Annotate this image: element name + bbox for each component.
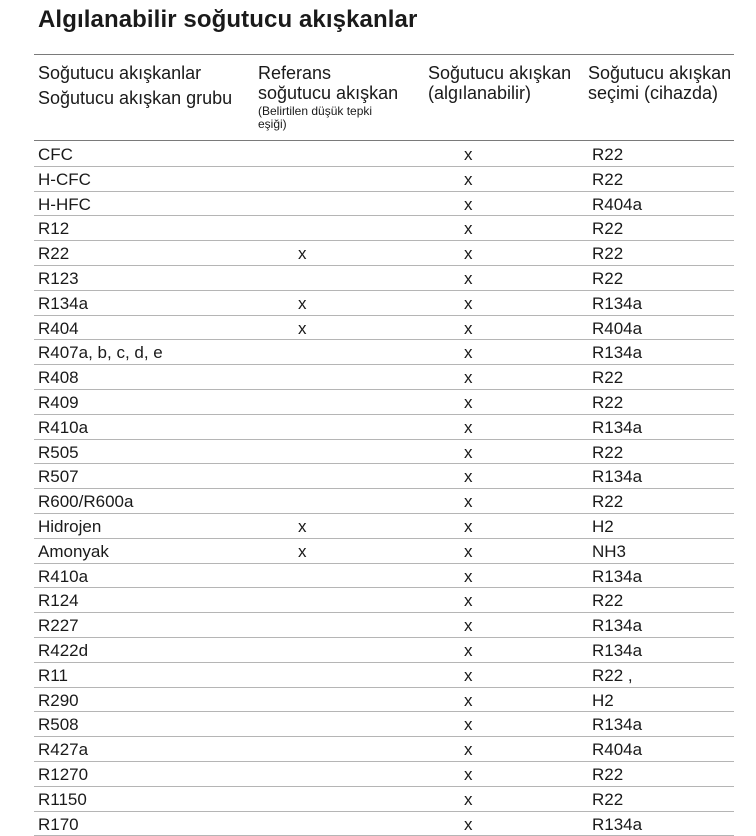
- detectable-cell: x: [464, 740, 473, 760]
- selection-cell: H2: [592, 516, 614, 536]
- header-reference-note: (Belirtilen düşük tepki eşiği): [258, 104, 373, 131]
- table-row: [34, 564, 734, 589]
- table-row: [34, 142, 734, 167]
- refrigerant-name-cell: R124: [38, 591, 79, 611]
- header-reference-line1: Referans: [258, 63, 332, 83]
- refrigerant-name-cell: R404: [38, 318, 79, 338]
- selection-cell: R22: [592, 268, 624, 288]
- refrigerant-name-cell: Amonyak: [38, 541, 109, 561]
- detectable-cell: x: [464, 789, 473, 809]
- detectable-cell: x: [464, 492, 473, 512]
- detectable-cell: x: [464, 343, 473, 363]
- selection-cell: R22: [592, 219, 624, 239]
- table-row: [34, 588, 734, 613]
- selection-cell: R22: [592, 368, 624, 388]
- refrigerant-name-cell: R12: [38, 219, 70, 239]
- refrigerant-name-cell: CFC: [38, 145, 73, 164]
- detectable-cell: x: [464, 640, 473, 660]
- refrigerant-name-cell: H-HFC: [38, 194, 91, 214]
- table-row: [34, 762, 734, 787]
- table-row: [34, 316, 734, 341]
- refrigerant-name-cell: R1150: [38, 789, 87, 809]
- selection-cell: R22: [592, 492, 624, 512]
- refrigerant-name-cell: R505: [38, 442, 79, 462]
- selection-cell: R22: [592, 789, 624, 809]
- refrigerant-name-cell: R508: [38, 715, 79, 735]
- detectable-cell: x: [464, 442, 473, 462]
- refrigerant-name-cell: R410a: [38, 417, 89, 437]
- selection-cell: R22: [592, 145, 624, 164]
- selection-cell: NH3: [592, 541, 627, 561]
- table-row: [34, 291, 734, 316]
- header-detectable: Soğutucu akışkan (algılanabilir): [428, 63, 572, 103]
- refrigerant-name-cell: R407a, b, c, d, e: [38, 343, 163, 363]
- header-reference-line2: soğutucu akışkan: [258, 83, 399, 103]
- detectable-cell: x: [464, 219, 473, 239]
- table-row: [34, 663, 734, 688]
- refrigerant-name-cell: R134a: [38, 293, 89, 313]
- selection-cell: R404a: [592, 318, 643, 338]
- table-row: [34, 340, 734, 365]
- detectable-cell: x: [464, 516, 473, 536]
- detectable-cell: x: [464, 169, 473, 189]
- detectable-cell: x: [464, 541, 473, 561]
- refrigerant-name-cell: R410a: [38, 566, 89, 586]
- selection-cell: R22: [592, 244, 624, 264]
- selection-cell: R134a: [592, 616, 643, 636]
- refrigerant-name-cell: R290: [38, 690, 79, 710]
- detectable-cell: x: [464, 616, 473, 636]
- detectable-cell: x: [464, 764, 473, 784]
- detectable-cell: x: [464, 145, 473, 164]
- selection-cell: R404a: [592, 740, 643, 760]
- page-title: Algılanabilir soğutucu akışkanlar: [38, 6, 418, 33]
- selection-cell: R134a: [592, 814, 643, 834]
- refrigerant-name-cell: R11: [38, 665, 68, 685]
- selection-cell: R134a: [592, 467, 643, 487]
- header-refrigerants-line1: Soğutucu akışkanlar: [38, 63, 202, 83]
- detectable-cell: x: [464, 814, 473, 834]
- reference-cell: x: [298, 293, 307, 313]
- detectable-cell: x: [464, 194, 473, 214]
- table-row: [34, 167, 734, 192]
- table-row: [34, 489, 734, 514]
- detectable-cell: x: [464, 417, 473, 437]
- selection-cell: R134a: [592, 293, 643, 313]
- selection-cell: R134a: [592, 343, 643, 363]
- selection-cell: R404a: [592, 194, 643, 214]
- reference-cell: x: [298, 244, 307, 264]
- selection-cell: R134a: [592, 566, 643, 586]
- table-row: [34, 192, 734, 217]
- detectable-cell: x: [464, 268, 473, 288]
- detectable-cell: x: [464, 566, 473, 586]
- selection-cell: H2: [592, 690, 614, 710]
- table-row: [34, 241, 734, 266]
- top-divider: [34, 54, 734, 55]
- selection-cell: R22: [592, 392, 624, 412]
- table-row: [34, 440, 734, 465]
- selection-cell: R22: [592, 442, 624, 462]
- detectable-cell: x: [464, 318, 473, 338]
- detectable-cell: x: [464, 591, 473, 611]
- table-row: [34, 365, 734, 390]
- table-row: [34, 712, 734, 737]
- table-row: [34, 613, 734, 638]
- table-row: [34, 390, 734, 415]
- refrigerant-name-cell: R507: [38, 467, 79, 487]
- header-refrigerant-group: Soğutucu akışkan grubu: [38, 88, 233, 108]
- table-row: [34, 787, 734, 812]
- refrigerant-name-cell: R427a: [38, 740, 89, 760]
- detectable-cell: x: [464, 467, 473, 487]
- selection-cell: R22: [592, 169, 624, 189]
- refrigerant-name-cell: R1270: [38, 764, 89, 784]
- table-row: [34, 216, 734, 241]
- detectable-cell: x: [464, 715, 473, 735]
- table-row: [34, 638, 734, 663]
- reference-cell: x: [298, 318, 307, 338]
- header-selection: Soğutucu akışkan seçimi (cihazda): [588, 63, 732, 103]
- selection-cell: R22: [592, 764, 624, 784]
- detectable-cell: x: [464, 690, 473, 710]
- detectable-cell: x: [464, 368, 473, 388]
- selection-cell: R134a: [592, 715, 643, 735]
- table-row: [34, 812, 734, 836]
- detectable-cell: x: [464, 244, 473, 264]
- table-row: [34, 688, 734, 713]
- detectable-cell: x: [464, 392, 473, 412]
- reference-cell: x: [298, 541, 307, 561]
- detectable-cell: x: [464, 293, 473, 313]
- detectable-cell: x: [464, 665, 473, 685]
- refrigerant-table: [34, 142, 734, 836]
- refrigerant-name-cell: R409: [38, 392, 79, 412]
- selection-cell: R22 ,: [592, 665, 633, 685]
- table-row: [34, 266, 734, 291]
- table-row: [34, 539, 734, 564]
- refrigerant-name-cell: Hidrojen: [38, 516, 102, 536]
- refrigerant-name-cell: R422d: [38, 640, 89, 660]
- selection-cell: R134a: [592, 417, 643, 437]
- header-reference: [258, 63, 428, 131]
- header-refrigerants: [38, 63, 253, 108]
- refrigerant-name-cell: R600/R600a: [38, 492, 134, 512]
- refrigerant-name-cell: R123: [38, 268, 79, 288]
- selection-cell: R134a: [592, 640, 643, 660]
- table-row: [34, 415, 734, 440]
- refrigerant-name-cell: R227: [38, 616, 79, 636]
- table-row: [34, 514, 734, 539]
- refrigerant-name-cell: R22: [38, 244, 70, 264]
- refrigerant-name-cell: H-CFC: [38, 169, 91, 189]
- selection-cell: R22: [592, 591, 624, 611]
- refrigerant-name-cell: R408: [38, 368, 79, 388]
- header-divider: [34, 140, 734, 141]
- table-row: [34, 737, 734, 762]
- reference-cell: x: [298, 516, 307, 536]
- refrigerant-name-cell: R170: [38, 814, 79, 834]
- table-row: [34, 464, 734, 489]
